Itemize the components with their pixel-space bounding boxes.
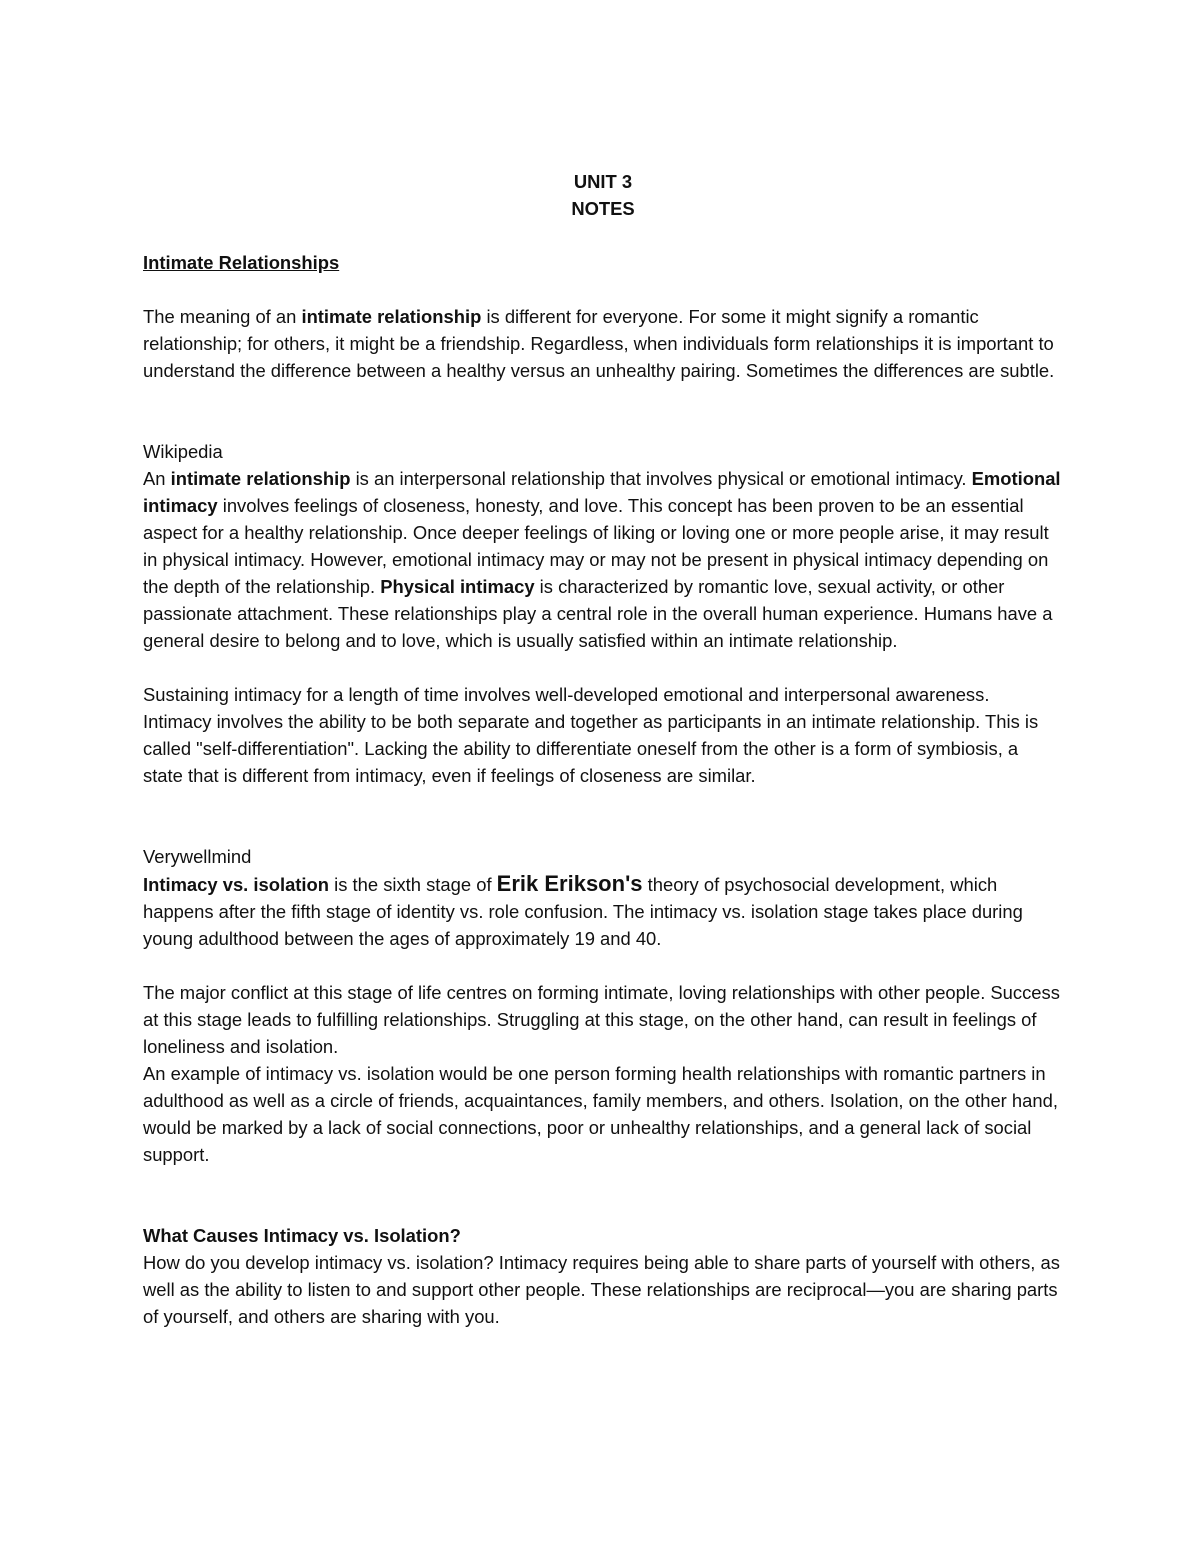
- bold-term: intimate relationship: [170, 468, 351, 489]
- bold-term: Intimacy vs. isolation: [143, 874, 330, 895]
- intro-paragraph: The meaning of an intimate relationship is different for everyone. For some it might signify a romantic relationship; for others, it might be a friendship. Regardless, when individuals form relationships it is important to understand the difference between a healthy versus an unhealthy pairing. Sometimes the differences are subtle.: [143, 306, 1055, 381]
- section-heading-intimate-relationships: Intimate Relationships: [143, 252, 340, 273]
- verywellmind-paragraph-3: An example of intimacy vs. isolation would be one person forming health relationships with romantic partners in adulthood as well as a circle of friends, acquaintances, family members, and others. Isolation, on the other hand, would be marked by a lack of social connections, poor or unhealthy relationships, and a general lack of social support.: [143, 1063, 1058, 1165]
- bold-term: Physical intimacy: [380, 576, 535, 597]
- large-bold-term: Erik Erikson's: [496, 871, 643, 896]
- section-heading-causes: What Causes Intimacy vs. Isolation?: [143, 1225, 461, 1246]
- source-label-verywellmind: Verywellmind: [143, 846, 252, 867]
- wikipedia-paragraph-1: An intimate relationship is an interpersonal relationship that involves physical or emotional intimacy. Emotional intimacy involves feelings of closeness, honesty, and love. This concept has been proven to be an essential aspect for a healthy relationship. Once deeper feelings of liking or loving one or more people arise, it may result in physical intimacy. However, emotional intimacy may or may not be present in physical intimacy depending on the depth of the relationship. Physical intimacy is characterized by romantic love, sexual activity, or other passionate attachment. These relationships play a central role in the overall human experience. Humans have a general desire to belong and to love, which is usually satisfied within an intimate relationship.: [143, 468, 1061, 651]
- causes-paragraph: How do you develop intimacy vs. isolation? Intimacy requires being able to share parts of yourself with others, as well as the ability to listen to and support other people. These relationships are reciprocal—you are sharing parts of yourself, and others are sharing with you.: [143, 1252, 1060, 1327]
- verywellmind-paragraph-1: Intimacy vs. isolation is the sixth stage of Erik Erikson's theory of psychosocial development, which happens after the fifth stage of identity vs. role confusion. The intimacy vs. isolation stage takes place during young adulthood between the ages of approximately 19 and 40.: [143, 871, 1023, 949]
- bold-term: Emotional intimacy: [143, 468, 1061, 516]
- document-body: [143, 168, 1063, 1330]
- bold-term: intimate relationship: [301, 306, 482, 327]
- unit-title: UNIT 3: [573, 171, 633, 192]
- verywellmind-paragraph-2: The major conflict at this stage of life centres on forming intimate, loving relationships with other people. Success at this stage leads to fulfilling relationships. Struggling at this stage, on the other hand, can result in feelings of loneliness and isolation.: [143, 982, 1060, 1057]
- wikipedia-paragraph-2: Sustaining intimacy for a length of time involves well-developed emotional and interpersonal awareness. Intimacy involves the ability to be both separate and together as participants in an intimate relationship. This is called "self-differentiation". Lacking the ability to differentiate oneself from the other is a form of symbiosis, a state that is different from intimacy, even if feelings of closeness are similar.: [143, 684, 1039, 786]
- source-label-wikipedia: Wikipedia: [143, 441, 223, 462]
- notes-title: NOTES: [571, 198, 635, 219]
